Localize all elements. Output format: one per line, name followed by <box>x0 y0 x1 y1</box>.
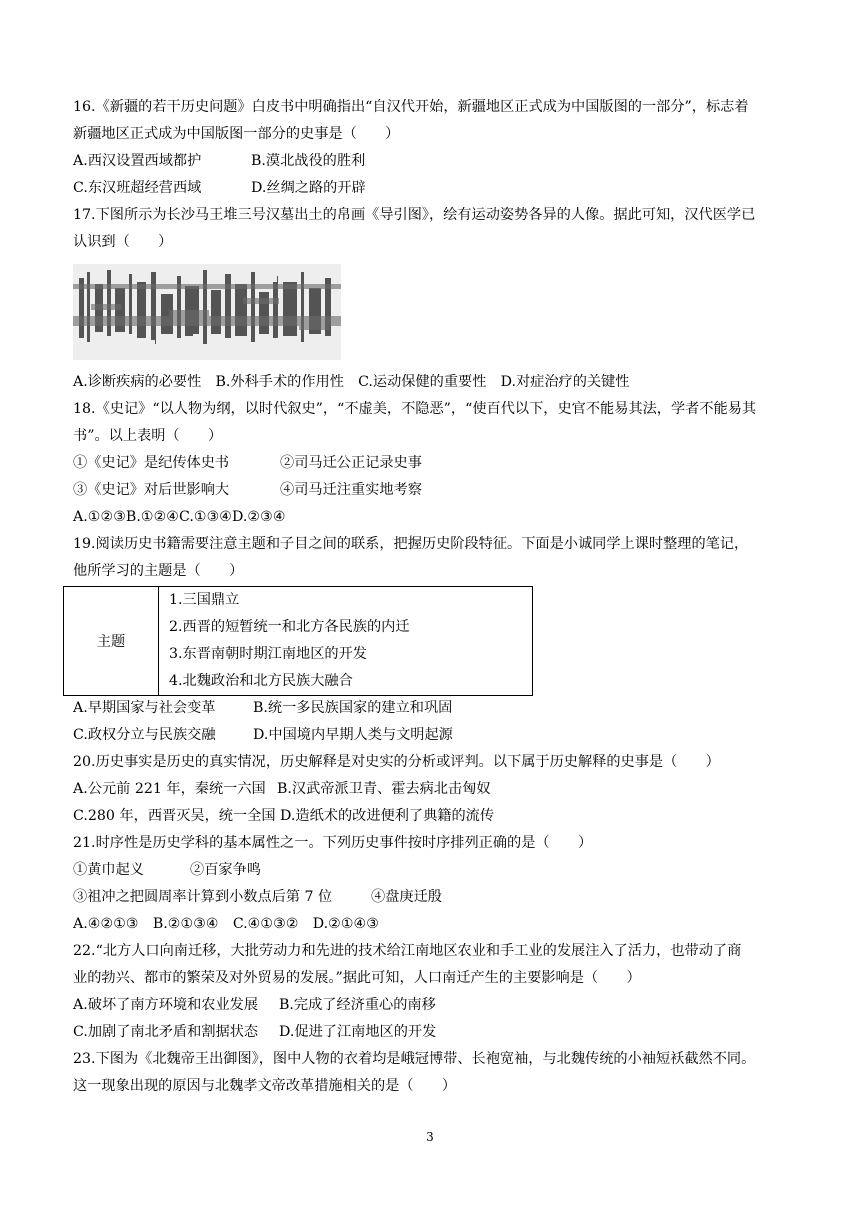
q16-option-d: D.丝绸之路的开辟 <box>251 180 366 196</box>
q19-item-3: 3.东晋南朝时期江南地区的开发 <box>169 646 367 662</box>
q22-option-c: C.加剧了南北矛盾和割据状态 <box>73 1024 259 1040</box>
q18-statement-4: ④司马迁注重实地考察 <box>280 482 422 498</box>
q18-stem-line2: 书”。以上表明（ ） <box>73 428 223 444</box>
q23-stem-line1: 23.下图为《北魏帝王出御图》，图中人物的衣着均是峨冠博带、长袍宽袖，与北魏传统的小袖短袄截然不同。 <box>73 1051 756 1067</box>
q16-option-b: B.漠北战役的胜利 <box>251 153 366 169</box>
q18-stem-line1: 18.《史记》“以人物为纲，以时代叙史”，“不虚美，不隐恶”，“使百代以下，史官不能易其法，学者不能易其 <box>73 401 757 417</box>
q19-item-4: 4.北魏政治和北方民族大融合 <box>169 673 353 689</box>
q21-statements-row1 <box>73 860 261 880</box>
q18-options: A.①②③B.①②④C.①③④D.②③④ <box>73 509 286 525</box>
q18-statements-row2 <box>73 480 422 500</box>
q18-statement-2: ②司马迁公正记录史事 <box>280 455 422 471</box>
q19-item-1: 1.三国鼎立 <box>169 592 240 608</box>
q18-statement-3: ③《史记》对后世影响大 <box>73 482 230 498</box>
q21-statement-1: ①黄巾起义 <box>73 862 144 878</box>
q17-stem-line2: 认识到（ ） <box>73 234 173 250</box>
q21-stem: 21.时序性是历史学科的基本属性之一。下列历史事件按时序排列正确的是（ ） <box>73 835 593 851</box>
q20-options-row2: C.280 年，西晋灭吴，统一全国 D.造纸术的改进便利了典籍的流传 <box>73 808 495 824</box>
q19-options-row2 <box>73 725 453 745</box>
q22-option-d: D.促进了江南地区的开发 <box>279 1024 437 1040</box>
q19-stem-line2: 他所学习的主题是（ ） <box>73 563 244 579</box>
q23-stem-line2: 这一现象出现的原因与北魏孝文帝改革措施相关的是（ ） <box>73 1078 457 1094</box>
q16-option-c: C.东汉班超经营西域 <box>73 180 202 196</box>
q22-options-row2 <box>73 1022 436 1042</box>
q16-options-row1 <box>73 151 365 171</box>
q20-option-b: B.汉武帝派卫青、霍去病北击匈奴 <box>277 781 491 797</box>
q19-theme-table <box>63 586 533 696</box>
q20-options-row1 <box>73 779 491 799</box>
q19-options-row1 <box>73 698 452 718</box>
q17-options: A.诊断疾病的必要性 B.外科手术的作用性 C.运动保健的重要性 D.对症治疗的关键性 <box>73 374 630 390</box>
q18-statement-1: ①《史记》是纪传体史书 <box>73 455 230 471</box>
q21-options: A.④②①③ B.②①③④ C.④①③② D.②①④③ <box>73 916 379 932</box>
q20-option-a: A.公元前 221 年，秦统一六国 <box>73 781 266 797</box>
q16-stem-line1: 16.《新疆的若干历史问题》白皮书中明确指出“自汉代开始，新疆地区正式成为中国版图的一部分”，标志着 <box>73 99 749 115</box>
q21-statement-2: ②百家争鸣 <box>190 862 261 878</box>
q16-stem-line2: 新疆地区正式成为中国版图一部分的史事是（ ） <box>73 126 400 142</box>
daoyin-tu-drawing <box>73 264 341 360</box>
q19-item-2: 2.西晋的短暂统一和北方各民族的内迁 <box>169 619 410 635</box>
q21-statements-row2 <box>73 887 442 907</box>
q19-table-head: 主题 <box>64 587 159 696</box>
q20-stem: 20.历史事实是历史的真实情况，历史解释是对史实的分析或评判。以下属于历史解释的史事是（ ） <box>73 754 720 770</box>
q22-stem-line1: 22.“北方人口向南迁移，大批劳动力和先进的技术给江南地区农业和手工业的发展注入了活力，也带动了商 <box>73 943 742 959</box>
q19-option-d: D.中国境内早期人类与文明起源 <box>253 727 453 743</box>
q22-option-a: A.破坏了南方环境和农业发展 <box>73 997 259 1013</box>
q19-option-c: C.政权分立与民族交融 <box>73 727 216 743</box>
q22-option-b: B.完成了经济重心的南移 <box>279 997 436 1013</box>
q19-stem-line1: 19.阅读历史书籍需要注意主题和子目之间的联系，把握历史阶段特征。下面是小诚同学上课时整理的笔记， <box>73 536 749 552</box>
daoyin-tu-image <box>73 264 341 360</box>
q21-statement-3: ③祖冲之把圆周率计算到小数点后第 7 位 <box>73 889 333 905</box>
q19-table-items <box>159 587 533 696</box>
q16-option-a: A.西汉设置西域都护 <box>73 153 202 169</box>
q19-option-b: B.统一多民族国家的建立和巩固 <box>253 700 453 716</box>
q17-stem-line1: 17.下图所示为长沙马王堆三号汉墓出土的帛画《导引图》，绘有运动姿势各异的人像。据此可知，汉代医学已 <box>73 207 756 223</box>
q18-statements-row1 <box>73 453 422 473</box>
page-number: 3 <box>426 1130 434 1144</box>
q21-statement-4: ④盘庚迁殷 <box>371 889 442 905</box>
q22-stem-line2: 业的勃兴、都市的繁荣及对外贸易的发展。”据此可知，人口南迁产生的主要影响是（ ） <box>73 970 641 986</box>
q19-option-a: A.早期国家与社会变革 <box>73 700 216 716</box>
q16-options-row2 <box>73 178 366 198</box>
q22-options-row1 <box>73 995 436 1015</box>
